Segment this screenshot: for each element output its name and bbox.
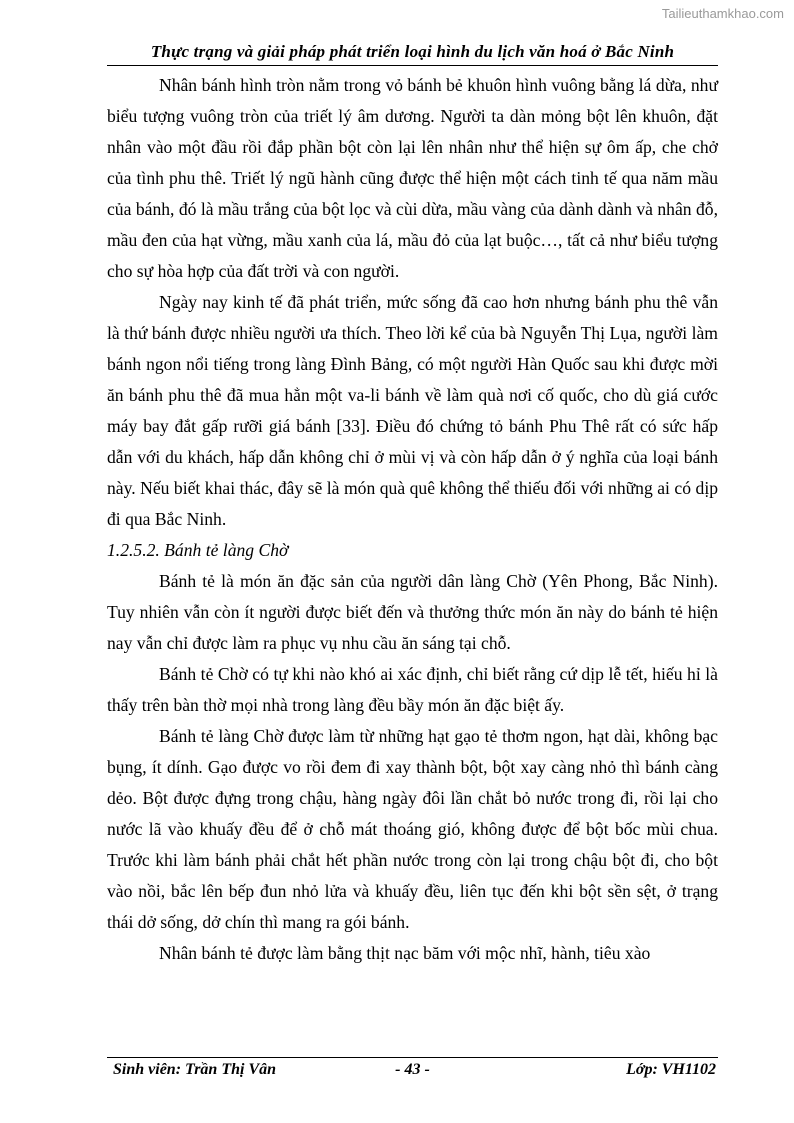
footer-page-number: - 43 - [395,1061,430,1078]
body-paragraph-5: Bánh tẻ làng Chờ được làm từ những hạt gạo tẻ thơm ngon, hạt dài, không bạc bụng, ít dính. Gạo được vo rồi đem đi xay thành bột, bột xay càng nhỏ thì bánh càng dẻo. Bột được đựng trong chậu, hàng ngày đôi lần chắt bỏ nước trong đi, rồi lại cho nước lã vào khuấy đều để ở chỗ mát thoáng gió, không được để bột bốc mùi chua. Trước khi làm bánh phải chắt hết phần nước trong còn lại trong chậu bột đi, cho bột vào nồi, bắc lên bếp đun nhỏ lửa và khuấy đều, liên tục đến khi bột sền sệt, ở trạng thái dở sống, dở chín thì mang ra gói bánh. [107,726,718,932]
header-divider [107,65,718,66]
body-paragraph-6: Nhân bánh tẻ được làm bằng thịt nạc băm với mộc nhĩ, hành, tiêu xào [159,943,651,963]
section-heading: 1.2.5.2. Bánh tẻ làng Chờ [107,540,289,560]
watermark: Tailieuthamkhao.com [661,6,784,21]
footer-student: Sinh viên: Trần Thị Vân [113,1061,277,1078]
body-paragraph-1: Nhân bánh hình tròn nằm trong vỏ bánh bẻ khuôn hình vuông bằng lá dừa, như biểu tượng vuông tròn của triết lý âm dương. Người ta dàn mỏng bột lên khuôn, đặt nhân vào một đầu rồi đắp phần bột còn lại lên nhân như thể hiện sự ôm ấp, che chở của tình phu thê. Triết lý ngũ hành cũng được thể hiện một cách tinh tế qua năm mầu của bánh, đó là mầu trắng của bột lọc và cùi dừa, mầu vàng của dành dành và nhân đỗ, mầu đen của hạt vừng, mầu xanh của lá, mầu đỏ của lạt buộc…, tất cả như biểu tượng cho sự hòa hợp của đất trời và con người. [107,75,718,281]
body-paragraph-4: Bánh tẻ Chờ có tự khi nào khó ai xác định, chỉ biết rằng cứ dịp lễ tết, hiếu hỉ là thấy trên bàn thờ mọi nhà trong làng đều bầy món ăn đặc biệt ấy. [107,664,718,715]
page-footer [107,1061,718,1085]
page-body [107,70,718,969]
running-header: Thực trạng và giải pháp phát triển loại hình du lịch văn hoá ở Bắc Ninh [150,42,675,61]
footer-class: Lớp: VH1102 [626,1061,716,1078]
body-paragraph-3: Bánh tẻ là món ăn đặc sản của người dân làng Chờ (Yên Phong, Bắc Ninh). Tuy nhiên vẫn còn ít người được biết đến và thưởng thức món ăn này do bánh tẻ hiện nay vẫn chỉ được làm ra phục vụ nhu cầu ăn sáng tại chỗ. [107,571,718,653]
body-paragraph-2: Ngày nay kinh tế đã phát triển, mức sống đã cao hơn nhưng bánh phu thê vẫn là thứ bánh được nhiều người ưa thích. Theo lời kể của bà Nguyễn Thị Lụa, người làm bánh ngon nổi tiếng trong làng Đình Bảng, có một người Hàn Quốc sau khi được mời ăn bánh phu thê đã mua hẳn một va-li bánh về làm quà nơi cố quốc, cho dù giá cước máy bay đắt gấp rưỡi giá bánh [33]. Điều đó chứng tỏ bánh Phu Thê rất có sức hấp dẫn với du khách, hấp dẫn không chỉ ở mùi vị và còn hấp dẫn ở ý nghĩa của loại bánh này. Nếu biết khai thác, đây sẽ là món quà quê không thể thiếu đối với những ai có dịp đi qua Bắc Ninh. [107,292,718,529]
footer-divider [107,1057,718,1058]
